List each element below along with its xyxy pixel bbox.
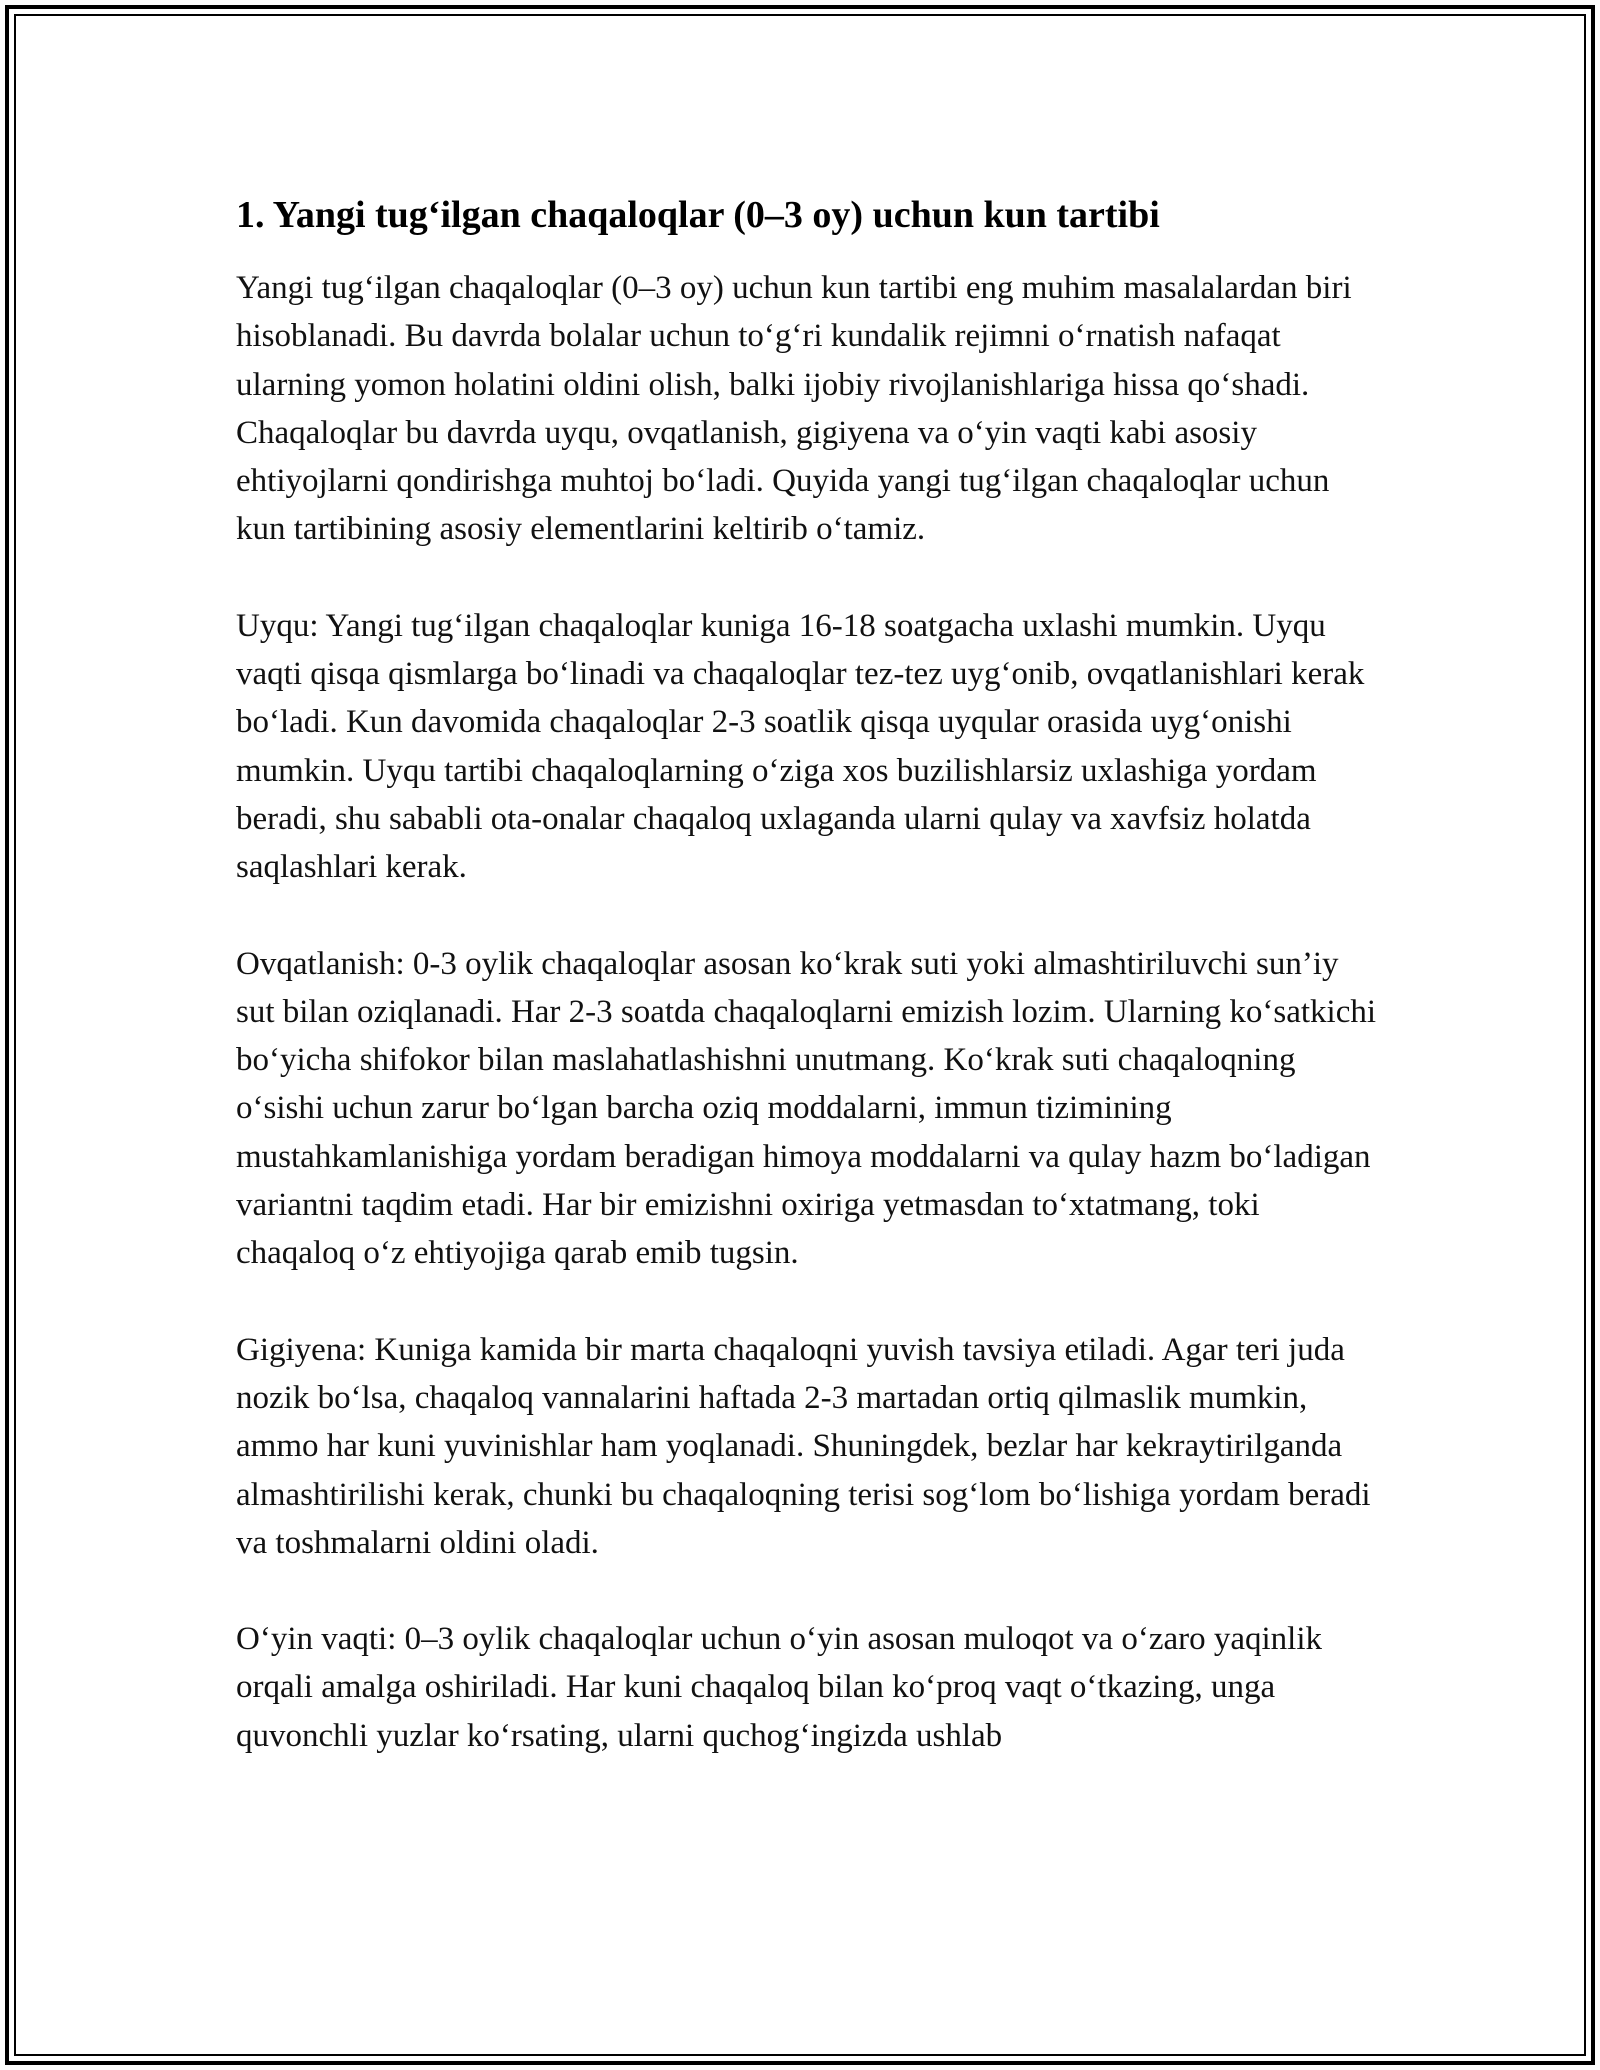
hygiene-paragraph: Gigiyena: Kuniga kamida bir marta chaqaloqni yuvish tavsiya etiladi. Agar teri juda nozik bo‘lsa, chaqaloq vannalarini haftada 2-3 martadan ortiq qilmaslik mumkin, ammo har kuni yuvinishlar ham yoqlanadi. Shuningdek, bezlar har kekraytirilganda almashtirilishi kerak, chunki bu chaqaloqning terisi sog‘lom bo‘lishiga yordam beradi va toshmalarni oldini oladi. — [236, 1331, 1371, 1561]
intro-paragraph: Yangi tug‘ilgan chaqaloqlar (0–3 oy) uchun kun tartibi eng muhim masalalardan biri hisoblanadi. Bu davrda bolalar uchun to‘g‘ri kundalik rejimni o‘rnatish nafaqat ularning yomon holatini oldini olish, balki ijobiy rivojlanishlariga hissa qo‘shadi. Chaqaloqlar bu davrda uyqu, ovqatlanish, gigiyena va o‘yin vaqti kabi asosiy ehtiyojlarni qondirishga muhtoj bo‘ladi. Quyida yangi tug‘ilgan chaqaloqlar uchun kun tartibining asosiy elementlarini keltirib o‘tamiz. — [236, 270, 1352, 548]
sleep-paragraph: Uyqu: Yangi tug‘ilgan chaqaloqlar kuniga 16-18 soatgacha uxlashi mumkin. Uyqu vaqti qisqa qismlarga bo‘linadi va chaqaloqlar tez-tez uyg‘onib, ovqatlanishlari kerak bo‘ladi. Kun davomida chaqaloqlar 2-3 soatlik qisqa uyqular orasida uyg‘onishi mumkin. Uyqu tartibi chaqaloqlarning o‘ziga xos buzilishlarsiz uxlashiga yordam beradi, shu sababli ota-onalar chaqaloq uxlaganda ularni qulay va xavfsiz holatda saqlashlari kerak. — [236, 607, 1365, 886]
feeding-paragraph: Ovqatlanish: 0-3 oylik chaqaloqlar asosan ko‘krak suti yoki almashtiriluvchi sun’iy sut bilan oziqlanadi. Har 2-3 soatda chaqaloqlarni emizish lozim. Ularning ko‘satkichi bo‘yicha shifokor bilan maslahatlashishni unutmang. Ko‘krak suti chaqaloqning o‘sishi uchun zarur bo‘lgan barcha oziq moddalarni, immun tizimining mustahkamlanishiga yordam beradigan himoya moddalarni va qulay hazm bo‘ladigan variantni taqdim etadi. Har bir emizishni oxiriga yetmasdan to‘xtatmang, toki chaqaloq o‘z ehtiyojiga qarab emib tugsin. — [236, 945, 1377, 1272]
document-body — [236, 188, 1376, 1808]
section-heading: 1. Yangi tug‘ilgan chaqaloqlar (0–3 oy) uchun kun tartibi — [236, 194, 1160, 236]
playtime-paragraph: O‘yin vaqti: 0–3 oylik chaqaloqlar uchun o‘yin asosan muloqot va o‘zaro yaqinlik orqali amalga oshiriladi. Har kuni chaqaloq bilan ko‘proq vaqt o‘tkazing, unga quvonchli yuzlar ko‘rsating, ularni quchog‘ingizda ushlab — [236, 1621, 1323, 1754]
